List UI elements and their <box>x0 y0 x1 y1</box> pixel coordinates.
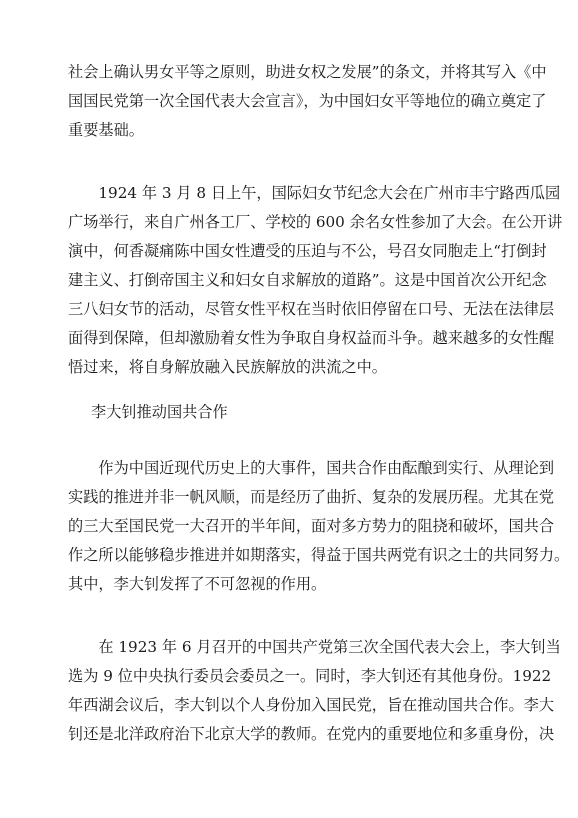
text-line: 年西湖会议后，李大钊以个人身份加入国民党，旨在推动国共合作。李大 <box>68 696 554 714</box>
text-line: 在 1923 年 6 月召开的中国共产党第三次全国代表大会上，李大钊当 <box>68 638 561 656</box>
text-line: 重要基础。 <box>68 121 144 139</box>
text-line: 三八妇女节的活动，尽管女性平权在当时依旧停留在口号、无法在法律层 <box>68 300 554 318</box>
text-line: 选为 9 位中央执行委员会委员之一。同时，李大钊还有其他身份。1922 <box>68 667 552 685</box>
text-line: 演中，何香凝痛陈中国女性遭受的压迫与不公，号召女同胞走上“打倒封 <box>68 242 547 260</box>
text-line: 其中，李大钊发挥了不可忽视的作用。 <box>68 575 327 593</box>
text-line: 作为中国近现代历史上的大事件，国共合作由酝酿到实行、从理论到 <box>68 459 554 477</box>
text-line: 作之所以能够稳步推进并如期落实，得益于国共两党有识之士的共同努力。 <box>68 546 570 564</box>
text-line: 社会上确认男女平等之原则，助进女权之发展”的条文，并将其写入《中 <box>68 63 547 81</box>
text-line: 悟过来，将自身解放融入民族解放的洪流之中。 <box>68 358 387 376</box>
text-line: 广场举行，来自广州各工厂、学校的 600 余名女性参加了大会。在公开讲 <box>68 213 563 231</box>
section-heading: 李大钊推动国共合作 <box>91 403 228 421</box>
text-line: 的三大至国民党一大召开的半年间，面对多方势力的阻挠和破坏，国共合 <box>68 517 554 535</box>
text-line: 建主义、打倒帝国主义和妇女自求解放的道路”。这是中国首次公开纪念 <box>68 271 547 289</box>
text-line: 国国民党第一次全国代表大会宣言》，为中国妇女平等地位的确立奠定了 <box>68 92 547 110</box>
text-line: 1924 年 3 月 8 日上午，国际妇女节纪念大会在广州市丰宁路西瓜园 <box>68 184 561 202</box>
text-line: 面得到保障，但却激励着女性为争取自身权益而斗争。越来越多的女性醒 <box>68 329 554 347</box>
text-line: 钊还是北洋政府治下北京大学的教师。在党内的重要地位和多重身份，决 <box>68 725 554 743</box>
text-line: 实践的推进并非一帆风顺，而是经历了曲折、复杂的发展历程。尤其在党 <box>68 488 554 506</box>
